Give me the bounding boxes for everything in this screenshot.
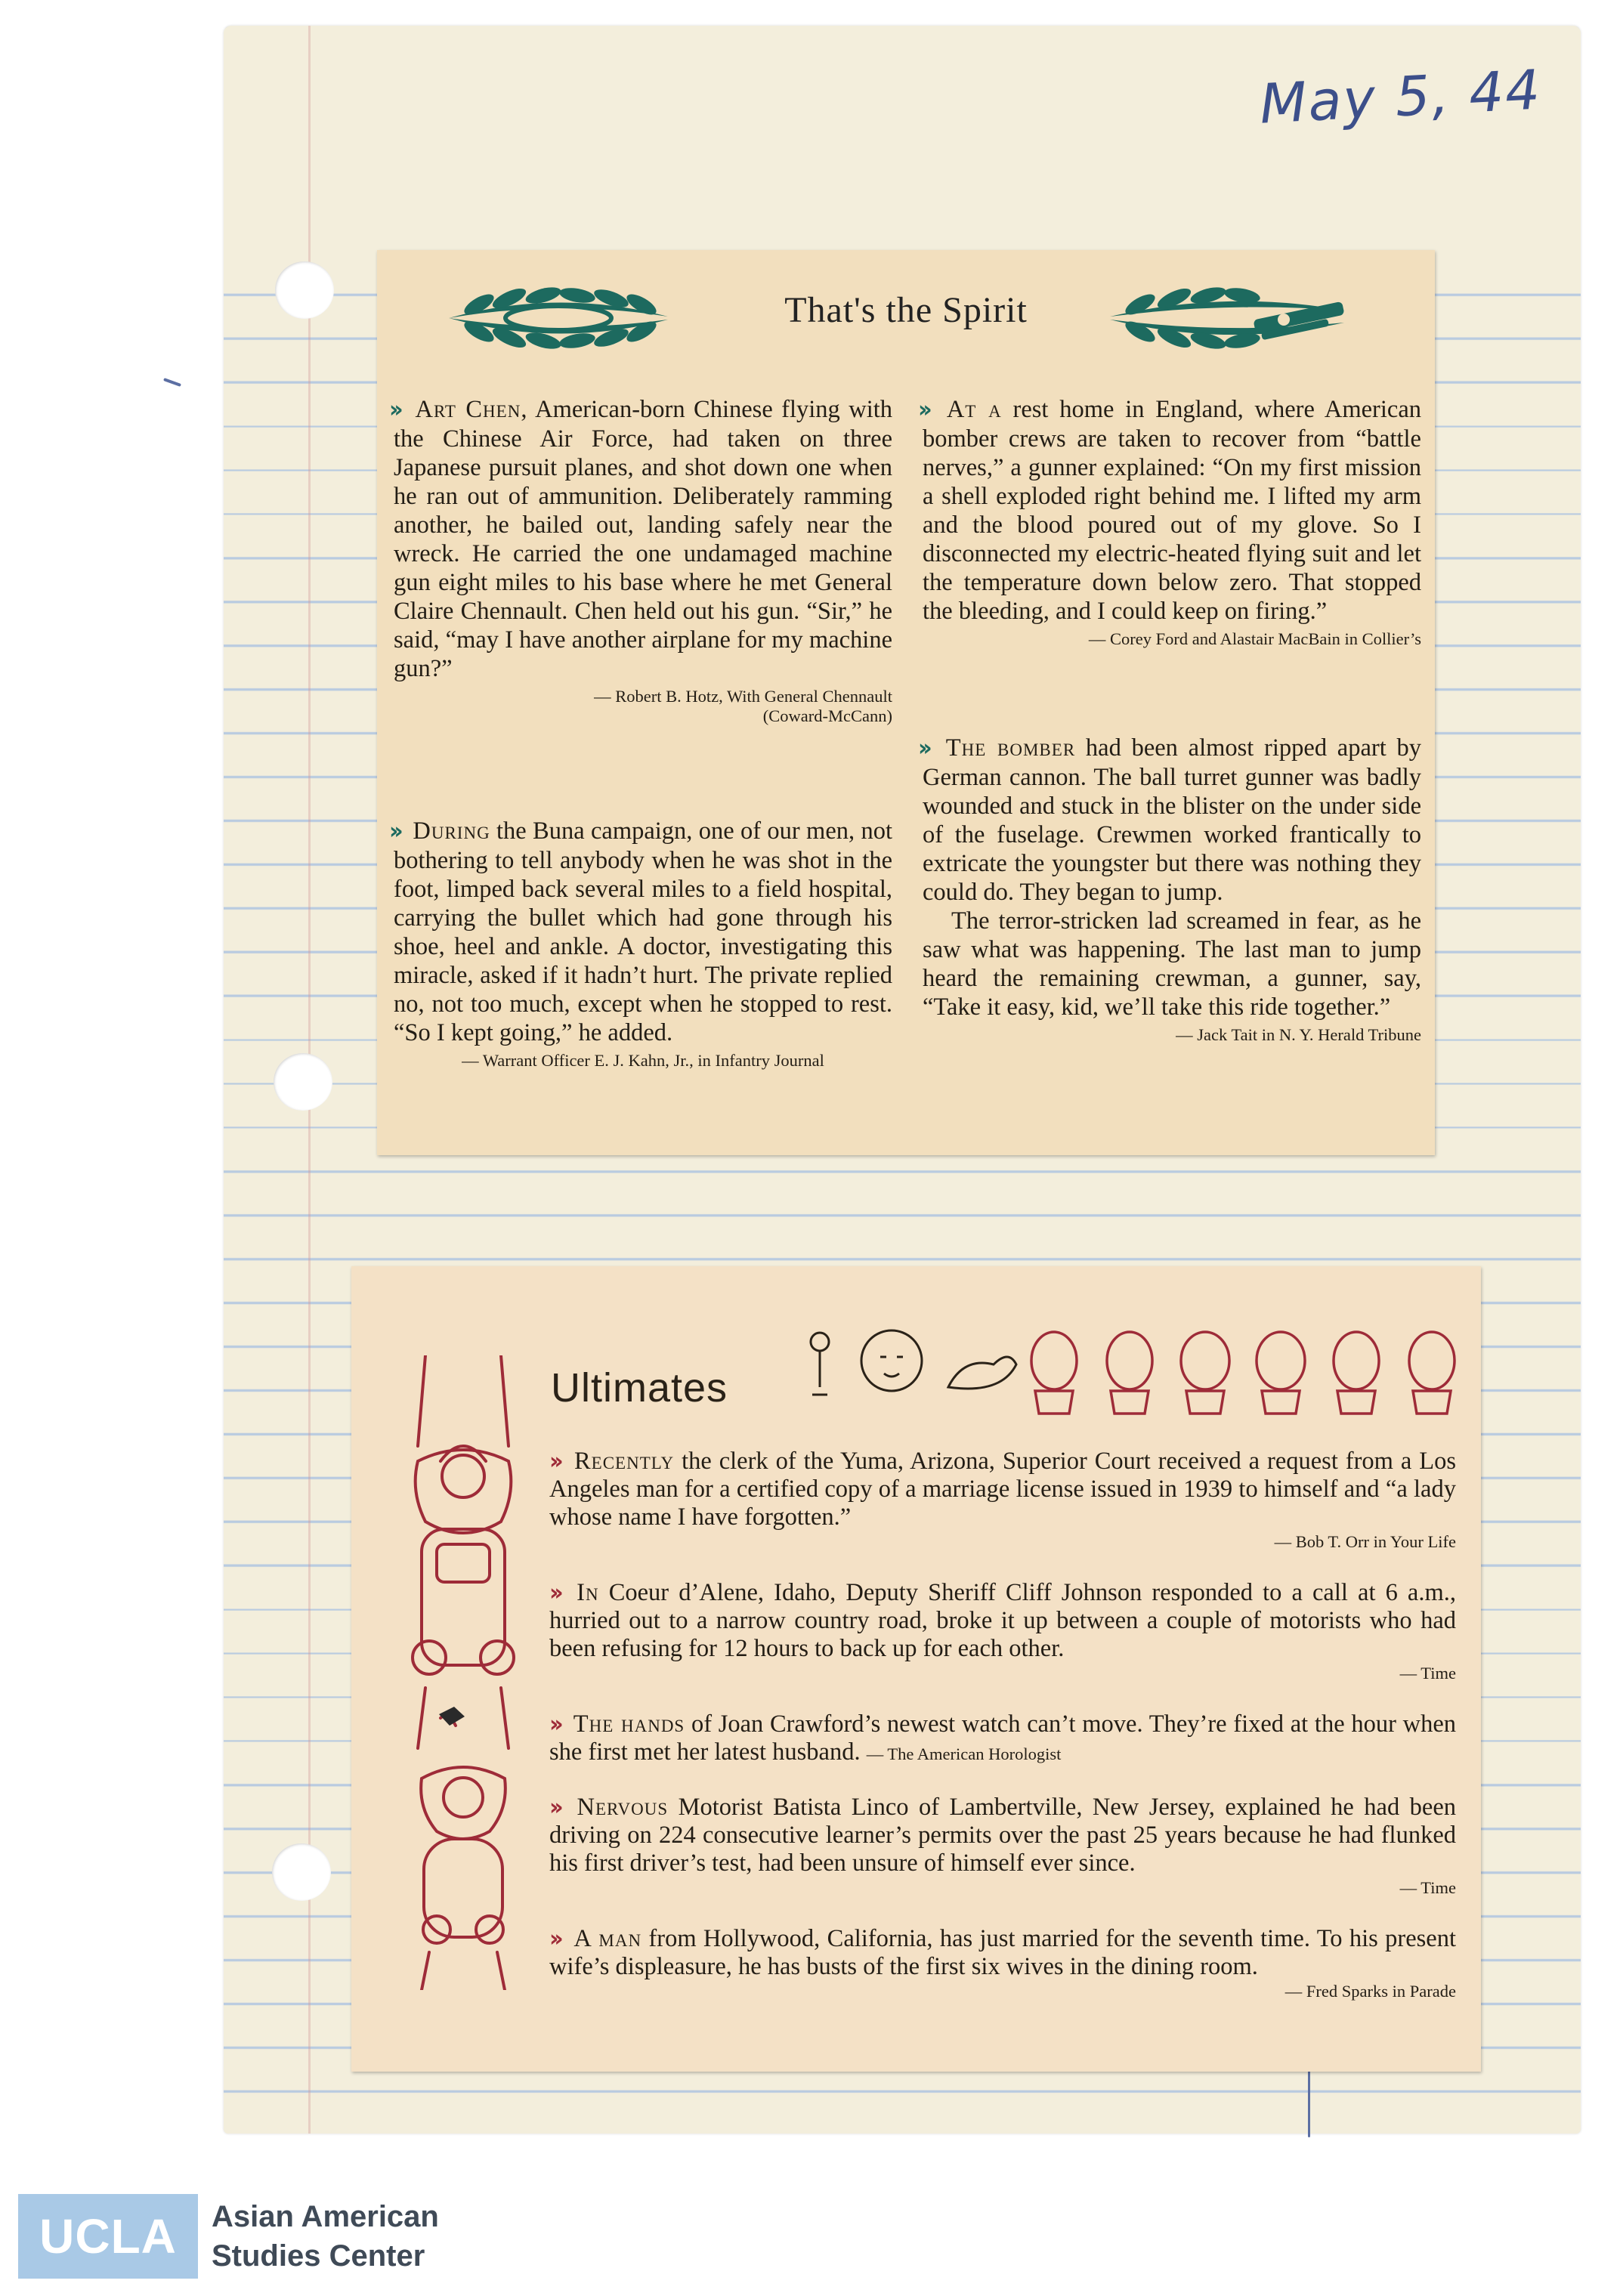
laurel-branch-icon [1102, 273, 1352, 356]
story-source: — Corey Ford and Alastair MacBain in Collier’s [1088, 629, 1421, 648]
item-body: of Joan Crawford’s newest watch can’t move. They’re fixed at the hour when she first met her latest husband. [549, 1710, 1457, 1766]
item-body: the clerk of the Yuma, Arizona, Superior Court received a request from a Los Angeles man for a certified copy of a marriage license issued in 1939 to himself and “a lady whose name I have forgotten.” [549, 1448, 1456, 1531]
double-chevron-icon: ›› [549, 1580, 567, 1606]
double-chevron-icon: ›› [389, 397, 405, 423]
item-body: Coeur d’Alene, Idaho, Deputy Sheriff Cliff Johnson responded to a call at 6 a.m., hurried out to a narrow country road, broke it up between a couple of motorists who had been refusing for 12 hours to back up for each other. [549, 1579, 1457, 1662]
item-lead: Nervous [577, 1794, 669, 1821]
double-chevron-icon: ›› [918, 735, 935, 762]
ucla-logo [18, 2194, 198, 2279]
story-body: rest home in England, where American bomber crews are taken to recover from “battle nerves,” a gunner explained: “On my first mission a shell exploded right behind me. I lifted my arm and the blood poured out of my glove. So I disconnected my electric-heated flying suit and let the temperature down below zero. That stopped the bleeding, and I could keep on firing.” [923, 396, 1421, 625]
punch-hole-middle [274, 1053, 332, 1111]
clipping-thats-the-spirit [377, 250, 1435, 1155]
story-source: — Jack Tait in N. Y. Herald Tribune [1176, 1025, 1421, 1044]
ultimates-item [549, 1710, 1456, 1766]
double-chevron-icon: ›› [549, 1711, 563, 1738]
item-source: — Time [1399, 1664, 1456, 1683]
item-body: Motorist Batista Linco of Lambertville, New Jersey, explained he had been driving on 224 consecutive learner’s permits over the past 25 years because he had flunked his first driver’s test, had been unsure of himself ever since. [549, 1794, 1457, 1877]
ultimates-item [549, 1925, 1456, 2001]
ucla-logo-text: UCLA [39, 2209, 177, 2264]
center-name-line1: Asian American [212, 2200, 439, 2233]
clipping-title: That's the Spirit [784, 290, 1028, 330]
handwritten-date: May 5, 44 [1258, 57, 1543, 136]
pen-tick [163, 378, 181, 387]
item-lead: In [577, 1579, 599, 1606]
item-lead: Recently [573, 1448, 675, 1475]
item-lead: A man [573, 1925, 642, 1952]
story-source: — Robert B. Hotz, With General Chennault [594, 687, 892, 706]
story-lead: Art Chen, [415, 396, 528, 423]
story-art-chen [389, 395, 892, 727]
clipping-ultimates [351, 1266, 1481, 2072]
story-lead: At a [946, 396, 1002, 423]
double-chevron-icon: ›› [389, 818, 403, 845]
double-chevron-icon: ›› [549, 1926, 564, 1952]
story-body: the Buna campaign, one of our men, not bothering to tell anybody when he was shot in the foot, limped back several miles to a field hospital, carrying the bullet which had gone through his shoe, heel and ankle. A doctor, investigating this miracle, asked if it hadn’t hurt. The private replied no, not too much, except when he stopped to rest. “So I kept going,” he added. [394, 817, 892, 1046]
story-body-continued: The terror-stricken lad screamed in fear, as he saw what was happening. The last man to jump heard the remaining crewman, a gunner, say, “Take it easy, kid, we’ll take this ride together.” [923, 907, 1421, 1021]
story-body: had been almost ripped apart by German cannon. The ball turret gunner was badly wounded and stuck in the blister on the under side of the fuselage. Crewmen worked frantically to extricate the youngster but there was nothing they could do. They began to jump. [923, 734, 1421, 906]
story-buna-campaign [389, 817, 892, 1071]
double-chevron-icon: ›› [549, 1448, 564, 1475]
story-body: American-born Chinese flying with the Chinese Air Force, had taken on three Japanese pursuit planes, and shot down one when he ran out of ammunition. Deliberately ramming another, he bailed out, landing safely near the wreck. He carried the one undamaged machine gun eight miles to his base where he met General Claire Chennault. Chen held out his gun. “Sir,” he said, “may I have another airplane for my machine gun?” [394, 396, 892, 682]
sheet-header-area [224, 26, 1581, 252]
story-source: — Warrant Officer E. J. Kahn, Jr., in Infantry Journal [462, 1051, 824, 1070]
double-chevron-icon: ›› [549, 1794, 567, 1821]
caricature-heads-illustration [805, 1319, 1470, 1417]
item-source: — Bob T. Orr in Your Life [1274, 1532, 1456, 1551]
ultimates-items [549, 1448, 1456, 2029]
item-lead: The hands [573, 1710, 685, 1738]
double-chevron-icon: ›› [918, 397, 936, 423]
item-source: — Fred Sparks in Parade [1284, 1982, 1456, 2001]
ultimates-item [549, 1448, 1456, 1552]
center-name [212, 2197, 439, 2276]
ultimates-item [549, 1579, 1456, 1683]
item-source: — Time [1399, 1878, 1456, 1897]
punch-hole-top [275, 261, 334, 319]
story-source-publisher: (Coward-McCann) [762, 706, 892, 725]
punch-hole-bottom [272, 1843, 331, 1901]
story-lead: The bomber [945, 734, 1076, 762]
clipping-title: Ultimates [551, 1365, 728, 1411]
story-the-bomber [918, 734, 1421, 1046]
center-name-line2: Studies Center [212, 2239, 425, 2273]
ultimates-item [549, 1794, 1456, 1898]
pen-mark [1308, 2069, 1310, 2137]
story-rest-home [918, 395, 1421, 650]
car-traffic-illustration [395, 1355, 531, 1990]
story-lead: During [413, 817, 490, 845]
item-body: from Hollywood, California, has just married for the seventh time. To his present wife’s displeasure, he has busts of the first six wives in the dining room. [549, 1925, 1457, 1980]
item-source: — The American Horologist [866, 1744, 1062, 1763]
